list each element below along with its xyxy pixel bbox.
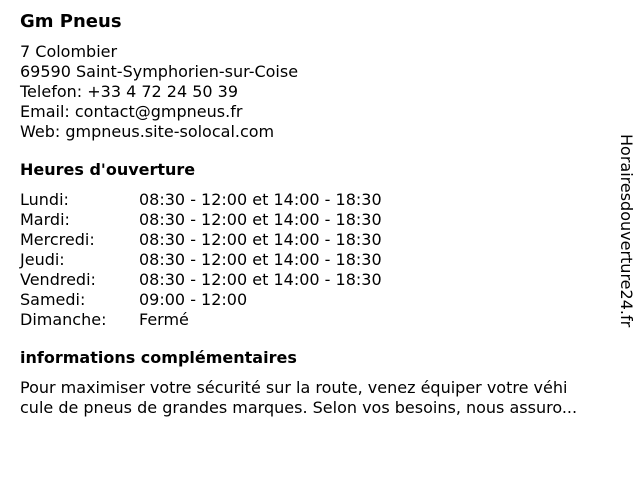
hours-time-value: 09:00 - 12:00 [139, 290, 248, 309]
hours-day-label: Lundi: [20, 190, 69, 209]
street-address: 7 Colombier [20, 42, 118, 61]
hours-row-wednesday [20, 230, 620, 250]
email-address: Email: contact@gmpneus.fr [20, 102, 243, 121]
additional-info-heading: informations complémentaires [20, 348, 297, 367]
hours-time-value: 08:30 - 12:00 et 14:00 - 18:30 [139, 250, 382, 269]
website-address: Web: gmpneus.site-solocal.com [20, 122, 275, 141]
hours-time-value: 08:30 - 12:00 et 14:00 - 18:30 [139, 270, 382, 289]
hours-row-thursday [20, 250, 620, 270]
hours-day-label: Mardi: [20, 210, 70, 229]
hours-time-value: 08:30 - 12:00 et 14:00 - 18:30 [139, 210, 382, 229]
hours-row-sunday [20, 310, 620, 330]
hours-day-label: Vendredi: [20, 270, 96, 289]
phone-number: Telefon: +33 4 72 24 50 39 [20, 82, 239, 101]
hours-day-label: Samedi: [20, 290, 86, 309]
site-watermark: Horairesdouverture24.fr [617, 134, 636, 328]
hours-time-value: 08:30 - 12:00 et 14:00 - 18:30 [139, 230, 382, 249]
description-line: cule de pneus de grandes marques. Selon vos besoins, nous assuro... [20, 398, 578, 417]
business-name: Gm Pneus [20, 11, 122, 32]
hours-day-label: Mercredi: [20, 230, 95, 249]
business-card [20, 10, 620, 418]
hours-row-tuesday [20, 210, 620, 230]
opening-hours-table [20, 190, 620, 330]
hours-time-value: Fermé [139, 310, 189, 329]
opening-hours-heading: Heures d'ouverture [20, 160, 196, 179]
additional-info-text [20, 378, 632, 418]
description-line: Pour maximiser votre sécurité sur la route, venez équiper votre véhi [20, 378, 568, 397]
hours-row-monday [20, 190, 620, 210]
hours-time-value: 08:30 - 12:00 et 14:00 - 18:30 [139, 190, 382, 209]
hours-row-friday [20, 270, 620, 290]
hours-row-saturday [20, 290, 620, 310]
hours-day-label: Dimanche: [20, 310, 107, 329]
hours-day-label: Jeudi: [20, 250, 65, 269]
city-address: 69590 Saint-Symphorien-sur-Coise [20, 62, 299, 81]
